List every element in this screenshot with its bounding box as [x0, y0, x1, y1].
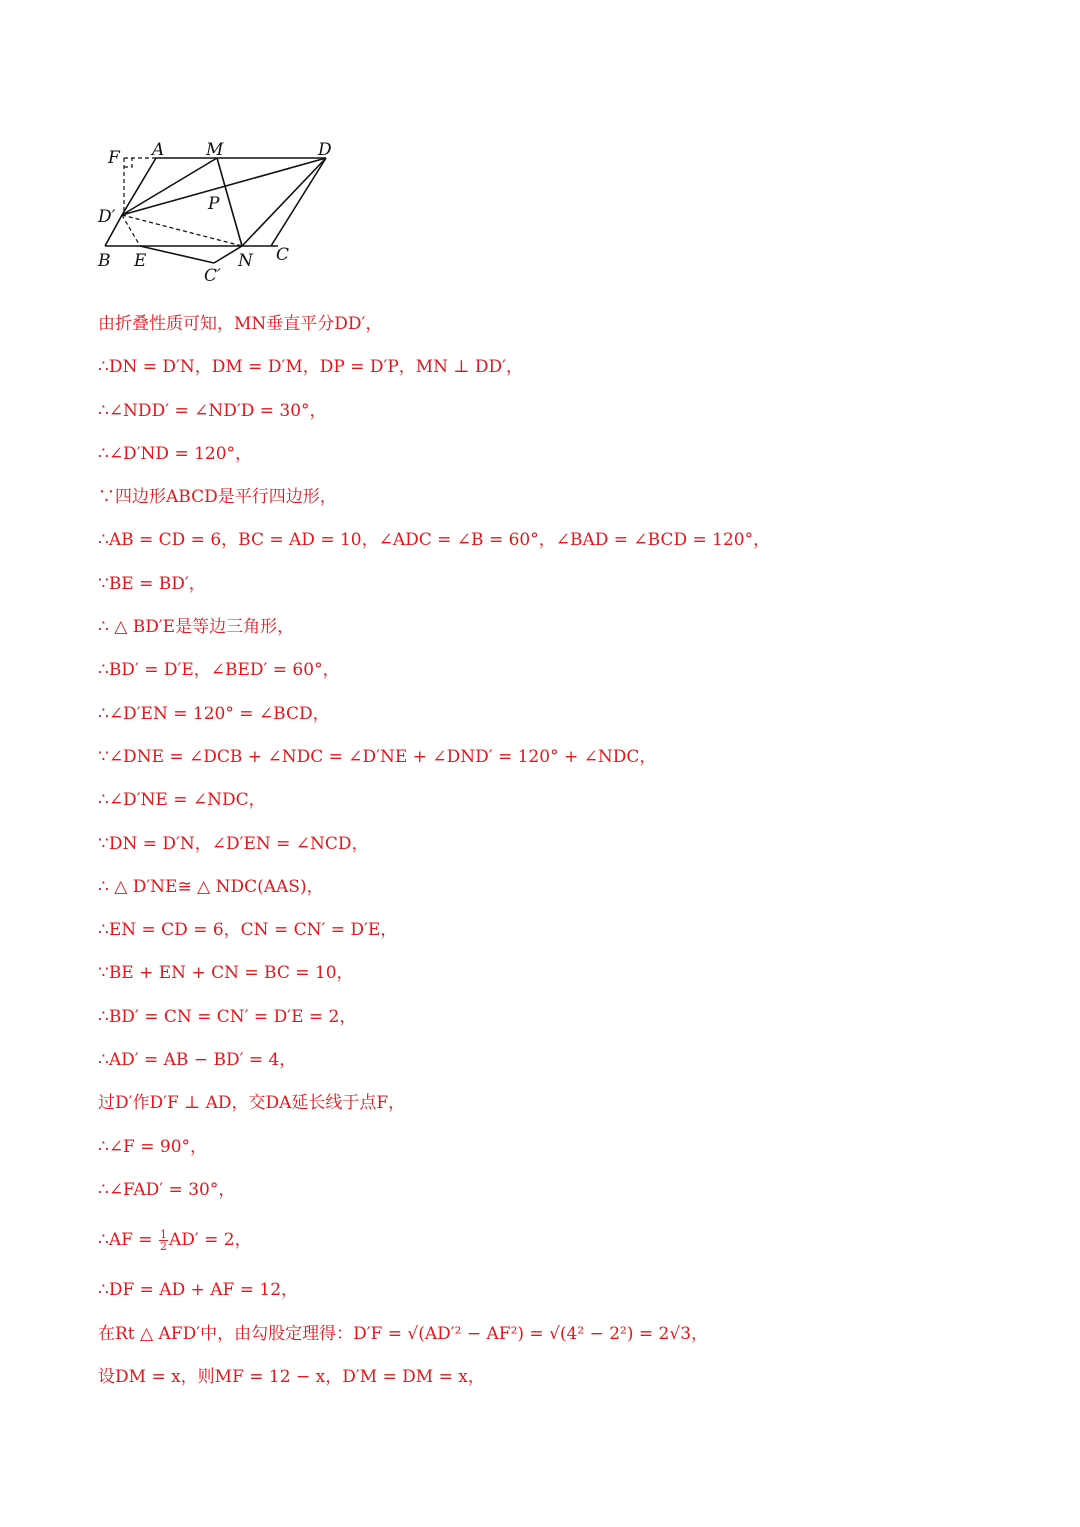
step-line: ∴∠D′NE = ∠NDC，	[98, 790, 266, 811]
step-line-fraction	[98, 1212, 998, 1269]
label-C: C	[276, 245, 290, 265]
step-line: ∴BD′ = D′E，∠BED′ = 60°，	[98, 660, 340, 681]
step-line: ∴AB = CD = 6，BC = AD = 10，∠ADC = ∠B = 60°，∠BAD = ∠BCD = 120°，	[98, 530, 771, 551]
step-line: ∴AD′ = AB − BD′ = 4，	[98, 1050, 297, 1071]
step-line: ∵BE = BD′，	[98, 573, 206, 594]
step-line: ∴∠D′ND = 120°，	[98, 443, 253, 464]
label-D: D	[318, 140, 332, 160]
step-line: ∵∠DNE = ∠DCB + ∠NDC = ∠D′NE + ∠DND′ = 120° + ∠NDC，	[98, 746, 657, 767]
step-line: 过D′作D′F ⊥ AD，交DA延长线于点F，	[98, 1093, 406, 1114]
dashed-D-prime-N	[122, 215, 242, 246]
segment-EC-prime	[140, 246, 214, 263]
step-line: 在Rt △ AFD′中，由勾股定理得：D′F = √(AD′² − AF²) = √(4² − 2²) = 2√3，	[98, 1323, 709, 1344]
af-prefix: ∴AF =	[98, 1230, 158, 1251]
step-line: ∴DN = D′N，DM = D′M，DP = D′P，MN ⊥ DD′，	[98, 357, 523, 378]
label-B: B	[98, 251, 111, 271]
af-suffix: AD′ = 2，	[168, 1230, 252, 1251]
fraction-denominator: 2	[159, 1240, 167, 1254]
step-line: ∵四边形ABCD是平行四边形，	[98, 487, 337, 508]
label-C-prime: C′	[204, 266, 221, 286]
step-line: ∴∠NDD′ = ∠ND′D = 30°，	[98, 400, 327, 421]
step-line: ∴∠D′EN = 120° = ∠BCD，	[98, 703, 330, 724]
label-A: A	[152, 140, 165, 160]
step-line: ∵DN = D′N，∠D′EN = ∠NCD，	[98, 833, 369, 854]
segment-ND	[242, 158, 326, 246]
step-line: ∴DF = AD + AF = 12，	[98, 1280, 299, 1301]
label-E: E	[134, 251, 147, 271]
label-D-prime: D′	[98, 207, 116, 227]
step-line: ∴BD′ = CN = CN′ = D′E = 2，	[98, 1006, 357, 1027]
label-P: P	[208, 194, 220, 214]
segment-D-prime-M	[122, 158, 217, 215]
dashed-D-prime-E	[122, 215, 140, 246]
label-F: F	[108, 148, 120, 168]
label-N: N	[238, 251, 253, 271]
step-line: ∴ △ BD′E是等边三角形，	[98, 617, 295, 638]
step-line: ∴EN = CD = 6，CN = CN′ = D′E，	[98, 920, 398, 941]
segment-MN	[217, 158, 242, 246]
step-line: 设DM = x，则MF = 12 − x，D′M = DM = x，	[98, 1366, 485, 1387]
step-line: ∴ △ D′NE≅ △ NDC(AAS)，	[98, 876, 324, 897]
step-line: ∴∠F = 90°，	[98, 1136, 208, 1157]
label-M: M	[206, 140, 224, 160]
fraction-one-half	[159, 1229, 168, 1252]
geometry-figure	[90, 130, 350, 290]
right-angle-mark	[124, 158, 132, 167]
step-line: 由折叠性质可知，MN垂直平分DD′，	[98, 314, 383, 334]
solution-steps	[98, 303, 998, 1399]
step-line: ∴∠FAD′ = 30°，	[98, 1179, 236, 1200]
fraction-numerator: 1	[159, 1228, 167, 1242]
step-line: ∵BE + EN + CN = BC = 10，	[98, 963, 354, 984]
parallelogram-diagram	[90, 130, 350, 290]
